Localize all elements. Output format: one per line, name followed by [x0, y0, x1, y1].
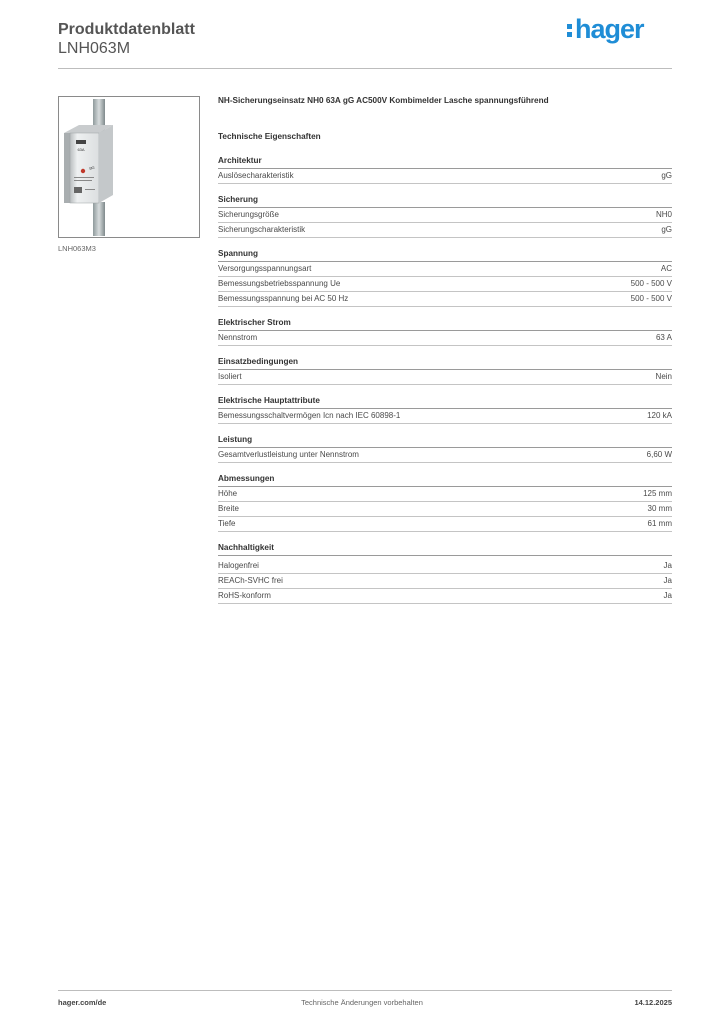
spec-group-nachhaltigkeit [218, 542, 672, 604]
spec-row [218, 292, 672, 307]
spec-row [218, 409, 672, 424]
group-title: Architektur [218, 155, 672, 169]
spec-label: Bemessungsschaltvermögen Icn nach IEC 60898-1 [218, 411, 401, 420]
spec-group-elektrischer-strom [218, 317, 672, 346]
product-image-frame [58, 96, 200, 238]
logo-text: hager [575, 14, 644, 44]
fuse-label-class: gG [89, 165, 95, 170]
spec-label: Sicherungsgröße [218, 210, 279, 219]
fuse-product-image [59, 97, 199, 237]
group-title: Nachhaltigkeit [218, 542, 672, 556]
spec-label: Gesamtverlustleistung unter Nennstrom [218, 450, 359, 459]
spec-value: 125 mm [643, 489, 672, 498]
footer-divider [58, 990, 672, 991]
spec-row [218, 517, 672, 532]
product-title: NH-Sicherungseinsatz NH0 63A gG AC500V Kombimelder Lasche spannungsführend [218, 96, 549, 105]
spec-label: REACh-SVHC frei [218, 576, 283, 585]
spec-label: Versorgungsspannungsart [218, 264, 312, 273]
spec-label: Breite [218, 504, 239, 513]
group-title: Einsatzbedingungen [218, 356, 672, 370]
group-title: Elektrischer Strom [218, 317, 672, 331]
spec-label: RoHS-konform [218, 591, 271, 600]
fuse-label-rating: 63A [77, 147, 85, 152]
group-title: Spannung [218, 248, 672, 262]
spec-row [218, 487, 672, 502]
document-title: Produktdatenblatt [58, 21, 195, 38]
spec-label: Bemessungsbetriebsspannung Ue [218, 279, 341, 288]
logo-dots-icon [567, 19, 573, 39]
footer-website-link[interactable]: hager.com/de [58, 998, 107, 1007]
spec-group-sicherung [218, 194, 672, 238]
spec-value: gG [661, 171, 672, 180]
spec-value: AC [660, 264, 672, 273]
spec-group-elektrische-hauptattribute [218, 395, 672, 424]
spec-group-leistung [218, 434, 672, 463]
group-title: Abmessungen [218, 473, 672, 487]
spec-group-einsatzbedingungen [218, 356, 672, 385]
image-caption: LNH063M3 [58, 244, 96, 253]
spec-group-architektur [218, 155, 672, 184]
spec-value: Nein [655, 372, 672, 381]
spec-row [218, 331, 672, 346]
spec-value: 30 mm [647, 504, 672, 513]
spec-row [218, 277, 672, 292]
hager-logo [567, 14, 644, 45]
spec-row [218, 502, 672, 517]
spec-value: Ja [663, 576, 672, 585]
spec-row [218, 448, 672, 463]
spec-value: 6,60 W [646, 450, 672, 459]
group-title: Leistung [218, 434, 672, 448]
spec-value: 500 - 500 V [630, 294, 672, 303]
spec-label: Tiefe [218, 519, 236, 528]
spec-content [218, 96, 672, 614]
spec-row [218, 262, 672, 277]
spec-row [218, 589, 672, 604]
spec-row [218, 574, 672, 589]
spec-label: Isoliert [218, 372, 242, 381]
spec-group-abmessungen [218, 473, 672, 532]
group-title: Sicherung [218, 194, 672, 208]
spec-row [218, 370, 672, 385]
group-title: Elektrische Hauptattribute [218, 395, 672, 409]
spec-value: Ja [663, 591, 672, 600]
spec-value: NH0 [655, 210, 672, 219]
spec-label: Nennstrom [218, 333, 258, 342]
spec-row [218, 559, 672, 574]
header-divider [58, 68, 672, 69]
spec-label: Auslösecharakteristik [218, 171, 294, 180]
spec-label: Bemessungsspannung bei AC 50 Hz [218, 294, 349, 303]
footer-disclaimer: Technische Änderungen vorbehalten [301, 998, 423, 1007]
spec-label: Höhe [218, 489, 238, 498]
product-code: LNH063M [58, 40, 131, 57]
spec-row [218, 223, 672, 238]
spec-group-spannung [218, 248, 672, 307]
footer-date: 14.12.2025 [634, 998, 672, 1007]
spec-value: 120 kA [647, 411, 672, 420]
section-heading: Technische Eigenschaften [218, 132, 321, 141]
spec-value: 61 mm [647, 519, 672, 528]
spec-value: gG [661, 225, 672, 234]
spec-row [218, 208, 672, 223]
spec-value: Ja [663, 561, 672, 570]
spec-label: Sicherungscharakteristik [218, 225, 306, 234]
spec-value: 63 A [655, 333, 672, 342]
spec-value: 500 - 500 V [630, 279, 672, 288]
spec-label: Halogenfrei [218, 561, 259, 570]
spec-row [218, 169, 672, 184]
